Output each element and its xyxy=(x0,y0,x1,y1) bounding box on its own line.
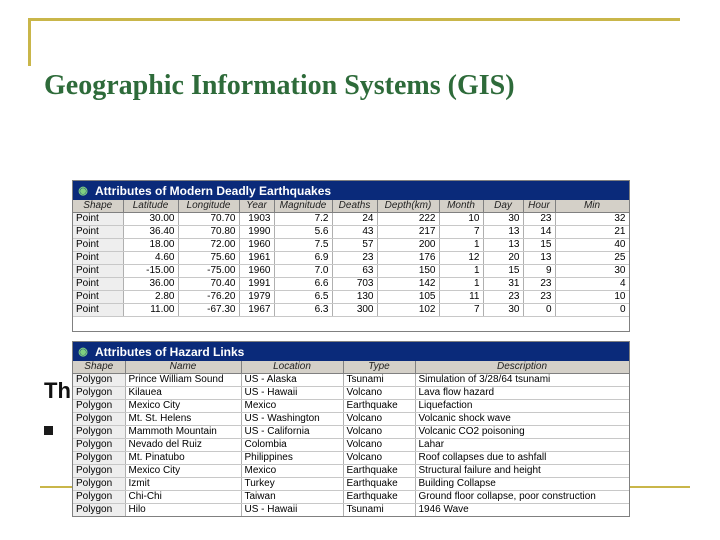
table-cell: US - California xyxy=(241,426,343,439)
table-cell: Earthquake xyxy=(343,491,415,504)
table-cell: 6.3 xyxy=(274,304,332,317)
table-cell: 7.2 xyxy=(274,213,332,226)
table-cell: Polygon xyxy=(73,426,125,439)
earthquake-table-body xyxy=(73,213,629,317)
table-cell: 1946 Wave xyxy=(415,504,629,517)
table-cell: 1960 xyxy=(239,265,274,278)
table-cell: 30.00 xyxy=(123,213,178,226)
table-cell: 105 xyxy=(377,291,439,304)
table-cell: 0 xyxy=(523,304,555,317)
table-cell: Polygon xyxy=(73,491,125,504)
table-row[interactable] xyxy=(73,278,629,291)
table-row[interactable] xyxy=(73,491,629,504)
table-cell: 1 xyxy=(439,239,483,252)
table-row[interactable] xyxy=(73,304,629,317)
table-cell: Colombia xyxy=(241,439,343,452)
column-header[interactable]: Longitude xyxy=(178,200,239,213)
hazard-links-window[interactable] xyxy=(72,341,630,517)
table-cell: 7.5 xyxy=(274,239,332,252)
column-header[interactable]: Day xyxy=(483,200,523,213)
table-cell: 217 xyxy=(377,226,439,239)
table-cell: Simulation of 3/28/64 tsunami xyxy=(415,374,629,387)
column-header[interactable]: Description xyxy=(415,361,629,374)
table-cell: 43 xyxy=(332,226,377,239)
table-cell: Lava flow hazard xyxy=(415,387,629,400)
table-cell: Point xyxy=(73,226,123,239)
table-cell: Roof collapses due to ashfall xyxy=(415,452,629,465)
table-row[interactable] xyxy=(73,291,629,304)
table-cell: 1979 xyxy=(239,291,274,304)
table-cell: 23 xyxy=(523,213,555,226)
table-cell: Point xyxy=(73,239,123,252)
hazard-window-titlebar[interactable] xyxy=(73,342,629,361)
table-row[interactable] xyxy=(73,452,629,465)
column-header[interactable]: Latitude xyxy=(123,200,178,213)
table-cell: 23 xyxy=(483,291,523,304)
table-cell: Polygon xyxy=(73,439,125,452)
table-cell: Turkey xyxy=(241,478,343,491)
table-row[interactable] xyxy=(73,239,629,252)
hazard-table-body xyxy=(73,374,629,517)
column-header[interactable]: Depth(km) xyxy=(377,200,439,213)
table-cell: 31 xyxy=(483,278,523,291)
table-cell: -15.00 xyxy=(123,265,178,278)
table-cell: Polygon xyxy=(73,478,125,491)
earthquake-table-header xyxy=(73,200,629,213)
table-cell: 1961 xyxy=(239,252,274,265)
table-cell: Polygon xyxy=(73,413,125,426)
column-header[interactable]: Shape xyxy=(73,361,125,374)
table-cell: Volcano xyxy=(343,413,415,426)
table-cell: 15 xyxy=(523,239,555,252)
table-cell: Prince William Sound xyxy=(125,374,241,387)
table-cell: 1 xyxy=(439,265,483,278)
table-cell: 25 xyxy=(555,252,629,265)
table-cell: 6.9 xyxy=(274,252,332,265)
table-cell: 40 xyxy=(555,239,629,252)
table-cell: 1 xyxy=(439,278,483,291)
hazard-table-header xyxy=(73,361,629,374)
table-row[interactable] xyxy=(73,400,629,413)
table-cell: 23 xyxy=(523,291,555,304)
table-cell: Volcanic shock wave xyxy=(415,413,629,426)
table-cell: Point xyxy=(73,213,123,226)
body-text: Th xyxy=(44,378,71,403)
table-cell: 1903 xyxy=(239,213,274,226)
hazard-table xyxy=(73,361,630,517)
table-row[interactable] xyxy=(73,226,629,239)
table-cell: Mexico xyxy=(241,400,343,413)
earthquake-window-titlebar[interactable] xyxy=(73,181,629,200)
table-cell: Tsunami xyxy=(343,374,415,387)
table-cell: Earthquake xyxy=(343,478,415,491)
table-row[interactable] xyxy=(73,465,629,478)
table-row[interactable] xyxy=(73,213,629,226)
table-cell: 1967 xyxy=(239,304,274,317)
table-cell: Mexico City xyxy=(125,465,241,478)
table-cell: US - Hawaii xyxy=(241,504,343,517)
table-cell: Building Collapse xyxy=(415,478,629,491)
column-header[interactable]: Min xyxy=(555,200,629,213)
table-cell: 30 xyxy=(483,213,523,226)
table-cell: Hilo xyxy=(125,504,241,517)
table-cell: Earthquake xyxy=(343,400,415,413)
table-cell: 72.00 xyxy=(178,239,239,252)
table-cell: 13 xyxy=(483,239,523,252)
table-cell: 21 xyxy=(555,226,629,239)
table-cell: 70.70 xyxy=(178,213,239,226)
bullet-icon xyxy=(44,426,53,435)
table-cell: 176 xyxy=(377,252,439,265)
table-cell: Mt. Pinatubo xyxy=(125,452,241,465)
table-cell: 18.00 xyxy=(123,239,178,252)
table-cell: Polygon xyxy=(73,465,125,478)
table-cell: 4.60 xyxy=(123,252,178,265)
table-cell: Polygon xyxy=(73,374,125,387)
table-cell: US - Washington xyxy=(241,413,343,426)
table-cell: 12 xyxy=(439,252,483,265)
table-cell: Volcanic CO2 poisoning xyxy=(415,426,629,439)
table-cell: Mt. St. Helens xyxy=(125,413,241,426)
table-cell: 11.00 xyxy=(123,304,178,317)
table-cell: 1990 xyxy=(239,226,274,239)
title-accent-line xyxy=(28,18,680,21)
slide-title: Geographic Information Systems (GIS) xyxy=(44,70,515,101)
table-cell: 23 xyxy=(523,278,555,291)
table-cell: 7 xyxy=(439,304,483,317)
table-cell: 0 xyxy=(555,304,629,317)
column-header[interactable]: Shape xyxy=(73,200,123,213)
column-header[interactable]: Month xyxy=(439,200,483,213)
table-cell: 20 xyxy=(483,252,523,265)
table-cell: Polygon xyxy=(73,387,125,400)
table-row[interactable] xyxy=(73,387,629,400)
table-cell: 13 xyxy=(483,226,523,239)
column-header[interactable]: Magnitude xyxy=(274,200,332,213)
table-cell: 30 xyxy=(555,265,629,278)
column-header[interactable]: Location xyxy=(241,361,343,374)
table-cell: 11 xyxy=(439,291,483,304)
table-cell: Liquefaction xyxy=(415,400,629,413)
table-cell: 57 xyxy=(332,239,377,252)
table-row[interactable] xyxy=(73,374,629,387)
table-cell: Mammoth Mountain xyxy=(125,426,241,439)
table-cell: 7 xyxy=(439,226,483,239)
table-cell: 130 xyxy=(332,291,377,304)
table-cell: 142 xyxy=(377,278,439,291)
table-cell: Earthquake xyxy=(343,465,415,478)
table-cell: 63 xyxy=(332,265,377,278)
table-cell: -76.20 xyxy=(178,291,239,304)
table-cell: 6.5 xyxy=(274,291,332,304)
table-cell: Izmit xyxy=(125,478,241,491)
table-cell: Lahar xyxy=(415,439,629,452)
table-cell: Polygon xyxy=(73,504,125,517)
globe-icon: ◉ xyxy=(78,346,88,358)
earthquake-window-title: Attributes of Modern Deadly Earthquakes xyxy=(95,183,332,198)
table-cell: Volcano xyxy=(343,439,415,452)
table-cell: Point xyxy=(73,252,123,265)
table-cell: 150 xyxy=(377,265,439,278)
table-cell: 13 xyxy=(523,252,555,265)
table-cell: Polygon xyxy=(73,452,125,465)
table-cell: Point xyxy=(73,278,123,291)
table-cell: Taiwan xyxy=(241,491,343,504)
globe-icon: ◉ xyxy=(78,185,88,197)
table-cell: Kilauea xyxy=(125,387,241,400)
table-cell: Structural failure and height xyxy=(415,465,629,478)
column-header[interactable]: Hour xyxy=(523,200,555,213)
table-row[interactable] xyxy=(73,504,629,517)
table-cell: Nevado del Ruiz xyxy=(125,439,241,452)
table-cell: 10 xyxy=(555,291,629,304)
column-header[interactable]: Name xyxy=(125,361,241,374)
table-cell: 7.0 xyxy=(274,265,332,278)
table-row[interactable] xyxy=(73,439,629,452)
table-cell: 36.00 xyxy=(123,278,178,291)
table-cell: 200 xyxy=(377,239,439,252)
table-cell: Point xyxy=(73,304,123,317)
table-cell: Ground floor collapse, poor construction xyxy=(415,491,629,504)
earthquake-attributes-window[interactable] xyxy=(72,180,630,332)
table-cell: Volcano xyxy=(343,426,415,439)
table-cell: 24 xyxy=(332,213,377,226)
table-cell: 222 xyxy=(377,213,439,226)
column-header[interactable]: Type xyxy=(343,361,415,374)
table-cell: 4 xyxy=(555,278,629,291)
table-cell: 703 xyxy=(332,278,377,291)
table-row[interactable] xyxy=(73,413,629,426)
column-header[interactable]: Deaths xyxy=(332,200,377,213)
table-cell: 70.80 xyxy=(178,226,239,239)
table-cell: Volcano xyxy=(343,387,415,400)
table-cell: 70.40 xyxy=(178,278,239,291)
title-accent-bar xyxy=(28,18,31,66)
table-cell: 1991 xyxy=(239,278,274,291)
table-cell: Mexico xyxy=(241,465,343,478)
table-cell: Mexico City xyxy=(125,400,241,413)
table-cell: 32 xyxy=(555,213,629,226)
table-cell: 5.6 xyxy=(274,226,332,239)
table-cell: Polygon xyxy=(73,400,125,413)
table-cell: Volcano xyxy=(343,452,415,465)
table-cell: -67.30 xyxy=(178,304,239,317)
table-cell: 30 xyxy=(483,304,523,317)
table-cell: 9 xyxy=(523,265,555,278)
hazard-window-title: Attributes of Hazard Links xyxy=(95,344,245,359)
earthquake-table xyxy=(73,200,630,317)
table-cell: 23 xyxy=(332,252,377,265)
table-cell: 2.80 xyxy=(123,291,178,304)
table-cell: 14 xyxy=(523,226,555,239)
table-cell: -75.00 xyxy=(178,265,239,278)
column-header[interactable]: Year xyxy=(239,200,274,213)
table-cell: 102 xyxy=(377,304,439,317)
table-cell: 75.60 xyxy=(178,252,239,265)
table-cell: 300 xyxy=(332,304,377,317)
table-cell: Point xyxy=(73,291,123,304)
table-cell: 1960 xyxy=(239,239,274,252)
table-cell: Tsunami xyxy=(343,504,415,517)
table-cell: Philippines xyxy=(241,452,343,465)
table-cell: US - Alaska xyxy=(241,374,343,387)
table-row[interactable] xyxy=(73,426,629,439)
table-cell: 10 xyxy=(439,213,483,226)
table-cell: Chi-Chi xyxy=(125,491,241,504)
table-row[interactable] xyxy=(73,265,629,278)
table-cell: 6.6 xyxy=(274,278,332,291)
table-row[interactable] xyxy=(73,252,629,265)
table-row[interactable] xyxy=(73,478,629,491)
table-cell: US - Hawaii xyxy=(241,387,343,400)
table-cell: 36.40 xyxy=(123,226,178,239)
table-cell: 15 xyxy=(483,265,523,278)
table-cell: Point xyxy=(73,265,123,278)
